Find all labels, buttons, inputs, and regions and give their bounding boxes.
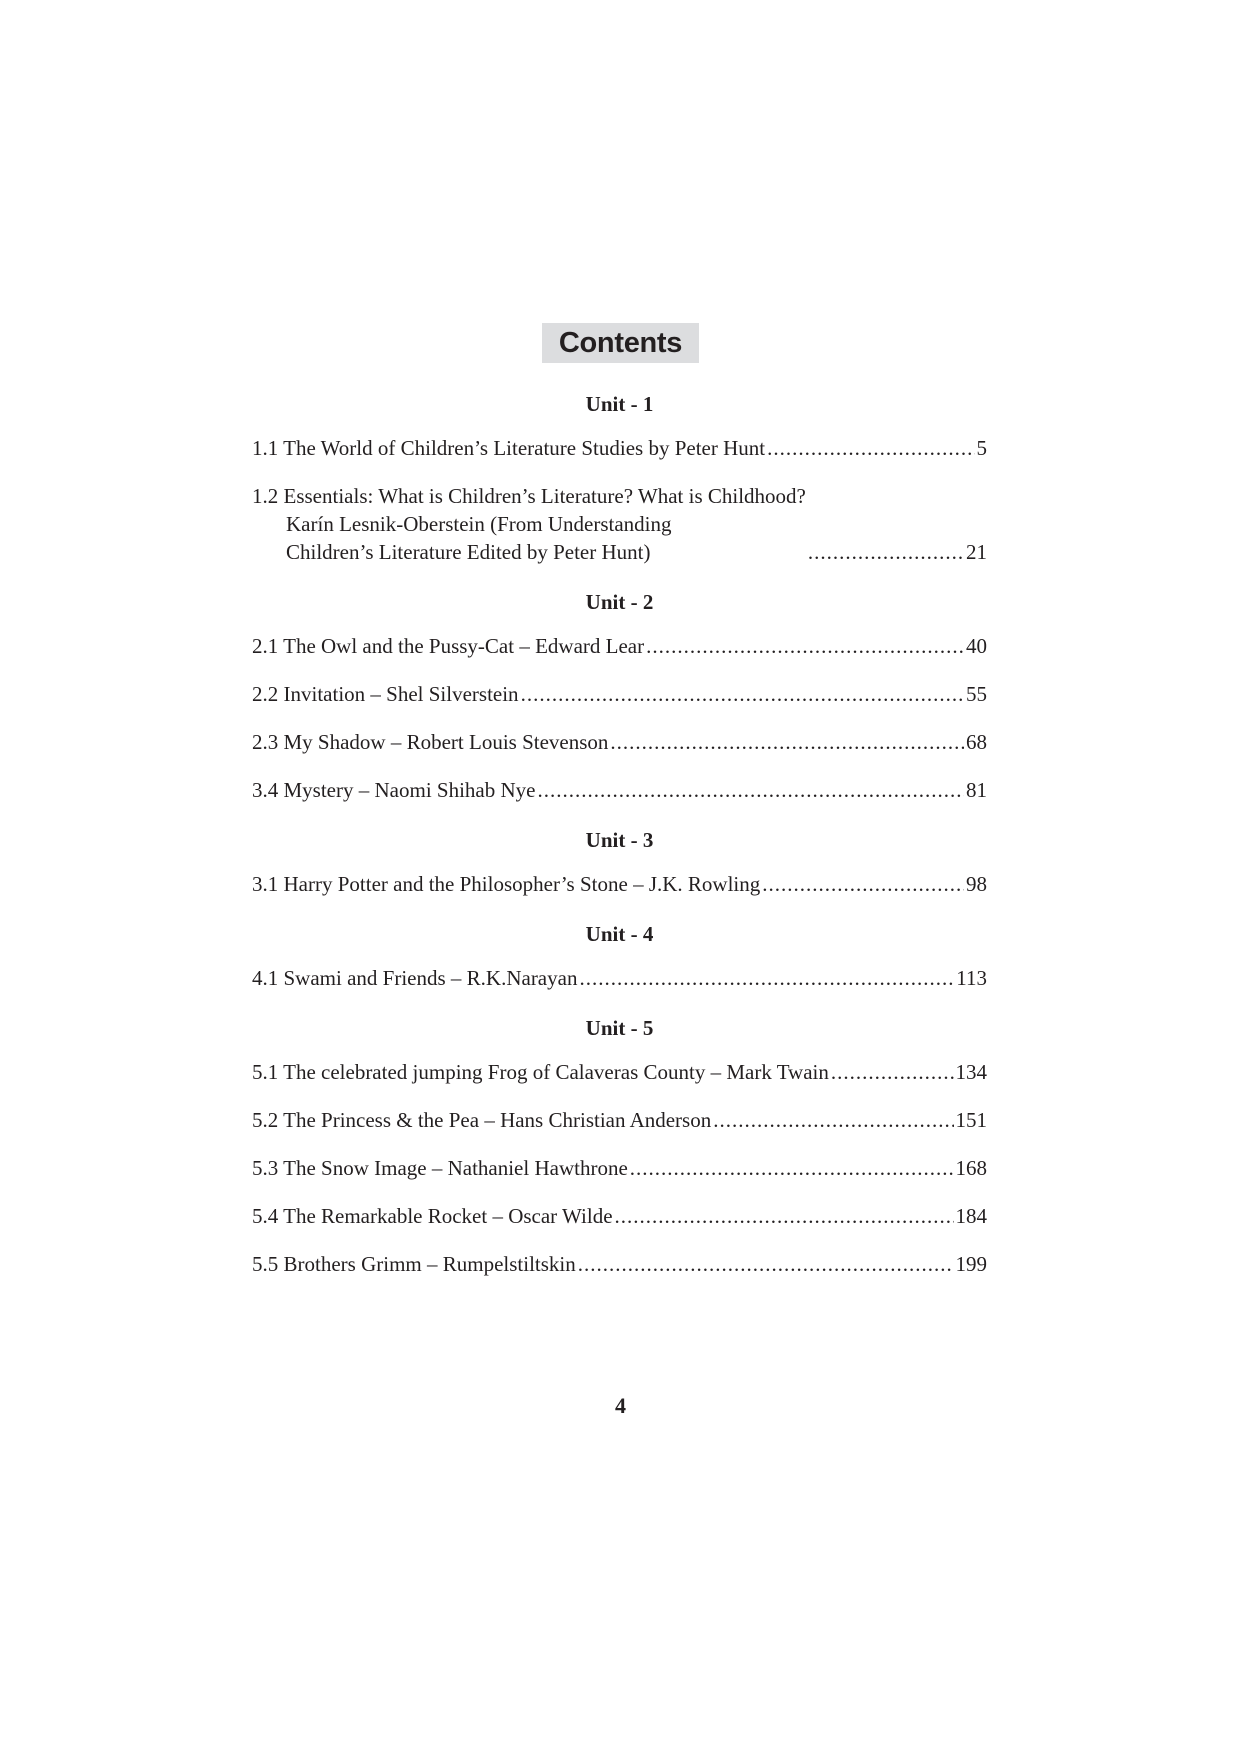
- toc-entry-line: Karín Lesnik-Oberstein (From Understanding: [286, 512, 672, 536]
- toc-page-number: 98: [966, 872, 987, 896]
- toc-page-number: 40: [966, 634, 987, 658]
- table-of-contents: [252, 388, 987, 1298]
- toc-entry: [252, 680, 987, 708]
- dot-leader: [610, 728, 964, 756]
- toc-entry-line: Children’s Literature Edited by Peter Hunt): [286, 540, 651, 564]
- toc-entry-line: 5.2 The Princess & the Pea – Hans Christian Anderson: [252, 1108, 712, 1132]
- dot-leader: [762, 870, 964, 898]
- dot-leader: [578, 1250, 954, 1278]
- toc-page-number: 21: [966, 540, 987, 564]
- dot-leader: [630, 1154, 954, 1182]
- toc-entry: [252, 728, 987, 756]
- toc-page-number: 168: [955, 1156, 987, 1180]
- toc-page-number: 68: [966, 730, 987, 754]
- unit-heading: Unit - 4: [585, 922, 654, 946]
- toc-entry: [252, 632, 987, 660]
- toc-entry-line: 5.3 The Snow Image – Nathaniel Hawthrone: [252, 1156, 628, 1180]
- toc-entry: [252, 434, 987, 462]
- dot-leader: [521, 680, 964, 708]
- unit-heading: Unit - 5: [585, 1016, 654, 1040]
- dot-leader: [767, 434, 974, 462]
- toc-page-number: 55: [966, 682, 987, 706]
- dot-leader: [831, 1058, 954, 1086]
- toc-entry: [252, 1202, 987, 1230]
- toc-entry: [252, 776, 987, 804]
- toc-page-number: 5: [976, 436, 987, 460]
- toc-entry: [252, 964, 987, 992]
- dot-leader: [713, 1106, 953, 1134]
- unit-heading: Unit - 2: [585, 590, 654, 614]
- unit-heading: Unit - 3: [585, 828, 654, 852]
- dot-leader: [808, 538, 964, 566]
- dot-leader: [615, 1202, 954, 1230]
- toc-entry: [252, 870, 987, 898]
- toc-entry-line: 2.1 The Owl and the Pussy-Cat – Edward Lear: [252, 634, 645, 658]
- dot-leader: [579, 964, 954, 992]
- toc-entry: [252, 482, 987, 566]
- toc-entry-line: 5.4 The Remarkable Rocket – Oscar Wilde: [252, 1204, 613, 1228]
- toc-page-number: 134: [955, 1060, 987, 1084]
- toc-entry-line: 4.1 Swami and Friends – R.K.Narayan: [252, 966, 578, 990]
- toc-entry: [252, 1058, 987, 1086]
- toc-page-number: 151: [955, 1108, 987, 1132]
- page-title: Contents: [542, 323, 699, 363]
- toc-page-number: 199: [955, 1252, 987, 1276]
- dot-leader: [646, 632, 964, 660]
- toc-page-number: 113: [956, 966, 987, 990]
- toc-page-number: 184: [955, 1204, 987, 1228]
- unit-heading: Unit - 1: [585, 392, 654, 416]
- toc-entry-line: 1.1 The World of Children’s Literature Studies by Peter Hunt: [252, 436, 766, 460]
- toc-page-number: 81: [966, 778, 987, 802]
- toc-entry-title: [252, 482, 806, 566]
- title-wrap: [0, 323, 1241, 363]
- toc-entry-line: 3.4 Mystery – Naomi Shihab Nye: [252, 778, 536, 802]
- toc-entry-line: 2.2 Invitation – Shel Silverstein: [252, 682, 519, 706]
- page-number: 4: [615, 1393, 626, 1418]
- toc-entry-line: 5.5 Brothers Grimm – Rumpelstiltskin: [252, 1252, 576, 1276]
- toc-entry: [252, 1250, 987, 1278]
- toc-entry: [252, 1154, 987, 1182]
- toc-entry-line: 1.2 Essentials: What is Children’s Literature? What is Childhood?: [252, 484, 806, 508]
- dot-leader: [537, 776, 964, 804]
- toc-entry-line: 2.3 My Shadow – Robert Louis Stevenson: [252, 730, 609, 754]
- toc-entry: [252, 1106, 987, 1134]
- toc-entry-line: 3.1 Harry Potter and the Philosopher’s Stone – J.K. Rowling: [252, 872, 761, 896]
- toc-entry-line: 5.1 The celebrated jumping Frog of Calaveras County – Mark Twain: [252, 1060, 829, 1084]
